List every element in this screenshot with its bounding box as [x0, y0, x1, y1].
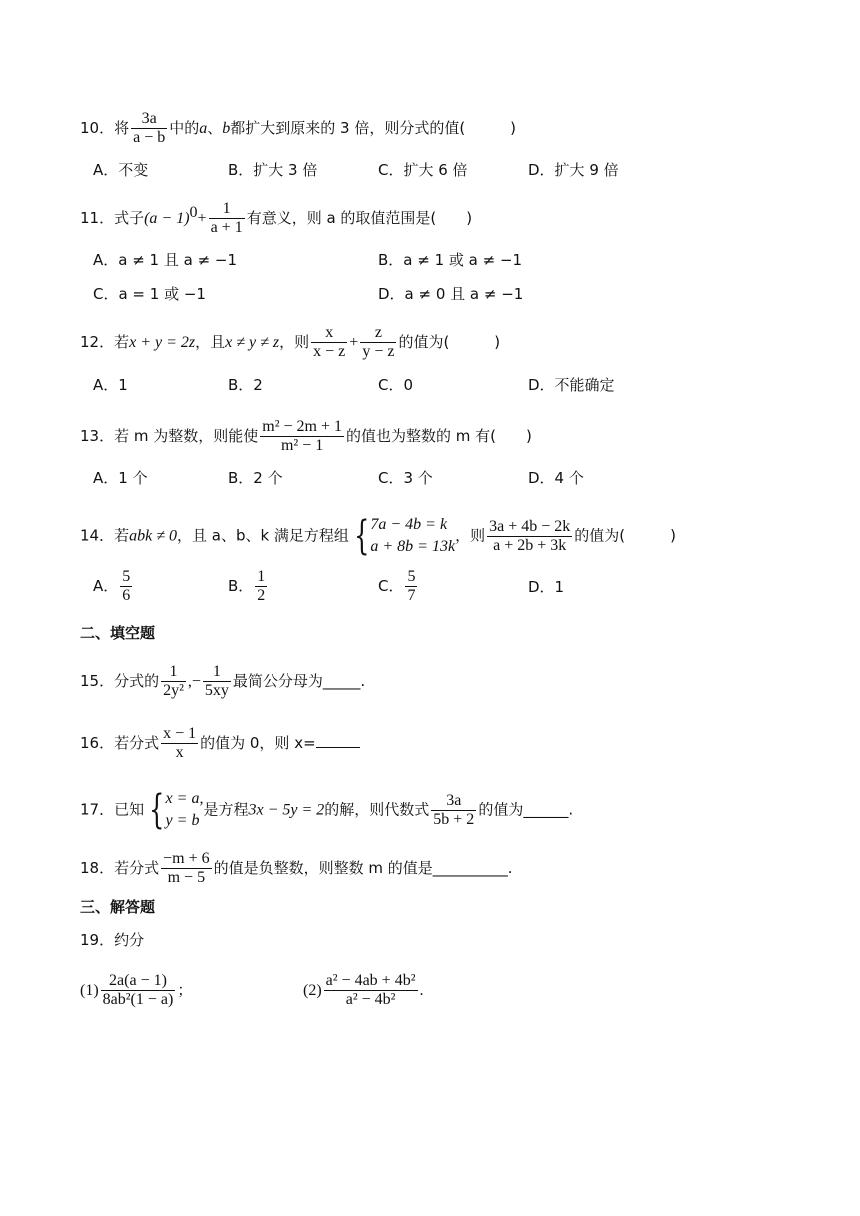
q19-p2-fraction — [324, 972, 418, 1009]
q12-fraction-2 — [360, 324, 396, 361]
q14-number: 14．若 — [80, 526, 130, 545]
q13-option-d: D．4 个 — [528, 469, 584, 487]
q13-fraction — [260, 418, 344, 455]
q10-var-a: a — [199, 120, 208, 137]
q10-option-d: D．扩大 9 倍 — [528, 161, 619, 179]
q14-rest: 的值为( ) — [574, 526, 676, 545]
q10-fraction — [131, 110, 167, 147]
q14-option-b-den: 2 — [257, 587, 266, 604]
q19-part-2 — [303, 972, 424, 1009]
q17-frac-num: 3a — [431, 792, 476, 811]
q17-rest: 的值为______. — [478, 800, 574, 819]
q15-fraction-2 — [203, 663, 231, 700]
question-18 — [80, 850, 513, 887]
q14-mid: ，且 a、b、k 满足方程组 — [176, 526, 349, 545]
q11-option-a: A．a ≠ 1 且 a ≠ −1 — [93, 251, 238, 269]
q14-option-a-num: 5 — [122, 568, 131, 585]
question-12 — [80, 324, 500, 361]
q11-number: 11．式子 — [80, 209, 145, 227]
question-16 — [80, 725, 360, 762]
q12-f2-num: z — [360, 324, 396, 343]
question-19: 19．约分 — [80, 931, 145, 949]
q14-option-b-label: B． — [228, 577, 254, 595]
q19-p2-num: a² − 4ab + 4b² — [325, 972, 416, 989]
q17-eq1: x = a, — [165, 790, 204, 807]
q14-fraction — [487, 518, 572, 555]
q10-option-a: A．不变 — [93, 161, 149, 179]
q15-f2-num: 1 — [203, 663, 231, 682]
q16-fraction — [161, 725, 198, 762]
question-10 — [80, 110, 516, 147]
q15-rest: 最简公分母为_____. — [232, 672, 366, 690]
q14-option-b — [228, 568, 269, 605]
q16-frac-den: x — [175, 744, 184, 761]
brace-icon: { — [149, 787, 165, 833]
q13-number: 13．若 m 为整数，则能使 — [80, 427, 259, 445]
q18-fraction — [161, 850, 212, 887]
q13-option-c: C．3 个 — [378, 469, 433, 487]
q11-plus: + — [197, 210, 207, 227]
q16-answer-blank[interactable] — [316, 733, 360, 748]
q19-p1-label: (1) — [80, 982, 99, 999]
q17-equation: 3x − 5y = 2 — [248, 801, 325, 819]
q19-part-1 — [80, 972, 192, 1009]
q19-p1-end: ； — [177, 981, 193, 999]
q15-minus: − — [191, 673, 201, 690]
q11-option-b: B．a ≠ 1 或 a ≠ −1 — [378, 251, 523, 269]
q12-fraction-1 — [311, 324, 347, 361]
section-fill-in-title: 二、填空题 — [80, 624, 156, 642]
q14-option-c-fraction — [405, 568, 417, 605]
q11-frac-den: a + 1 — [210, 219, 243, 236]
question-14 — [80, 514, 676, 558]
q14-option-a-den: 6 — [122, 587, 131, 604]
q10-option-b: B．扩大 3 倍 — [228, 161, 318, 179]
q14-option-c-num: 5 — [407, 568, 416, 585]
q15-comma: , — [187, 673, 192, 690]
q12-option-a: A．1 — [93, 376, 128, 394]
q15-f1-num: 1 — [161, 663, 186, 682]
q14-option-a-fraction — [120, 568, 132, 605]
q11-option-c: C．a = 1 或 −1 — [93, 285, 206, 303]
q17-frac-den: 5b + 2 — [433, 810, 475, 828]
section-answer-title: 三、解答题 — [80, 898, 156, 916]
q14-option-c — [378, 568, 419, 605]
q15-number: 15．分式的 — [80, 672, 160, 690]
q17-mid: 是方程 — [203, 800, 249, 819]
q12-f1-den: x − z — [313, 343, 346, 360]
q18-number: 18．若分式 — [80, 859, 160, 877]
q17-system — [166, 788, 204, 832]
q14-option-c-den: 7 — [407, 587, 416, 604]
q15-fraction-1 — [161, 663, 186, 700]
question-13 — [80, 418, 532, 455]
q18-frac-num: −m + 6 — [163, 850, 210, 867]
q16-rest: 的值为 0，则 x= — [200, 734, 316, 752]
q12-then: ，则 — [279, 333, 310, 351]
q12-plus: + — [349, 334, 359, 351]
q11-exp: 0 — [189, 204, 198, 221]
q14-option-a-label: A． — [93, 577, 119, 595]
q11-frac-num: 1 — [209, 200, 245, 219]
question-15 — [80, 663, 365, 700]
q12-f1-num: x — [311, 324, 347, 343]
q17-eq2: y = b — [165, 812, 200, 829]
q10-option-c: C．扩大 6 倍 — [378, 161, 468, 179]
q17-mid2: 的解，则代数式 — [324, 800, 430, 819]
q10-mid: 中的 — [169, 119, 200, 137]
q12-inequality: x ≠ y ≠ z — [225, 334, 280, 351]
q12-option-d: D．不能确定 — [528, 376, 615, 394]
q14-system — [370, 514, 455, 558]
q14-option-c-label: C． — [378, 577, 404, 595]
brace-icon: { — [354, 513, 370, 559]
q12-equation: x + y = 2z — [129, 334, 196, 351]
q18-frac-den: m − 5 — [167, 869, 206, 886]
q12-option-b: B．2 — [228, 376, 263, 394]
q14-then: ，则 — [455, 526, 486, 545]
q17-fraction — [431, 792, 476, 829]
q12-rest: 的值为( ) — [398, 333, 501, 351]
q10-sep: 、 — [207, 119, 223, 137]
q10-frac-num: 3a — [131, 110, 167, 129]
q15-f1-den: 2y² — [163, 682, 184, 699]
question-11 — [80, 200, 472, 237]
q19-p1-den: 8ab²(1 − a) — [102, 991, 174, 1008]
q19-p1-fraction — [101, 972, 176, 1009]
q11-rest: 有意义，则 a 的取值范围是( ) — [246, 209, 473, 227]
q14-frac-num: 3a + 4b − 2k — [489, 517, 571, 535]
q16-frac-num: x − 1 — [163, 725, 197, 742]
q13-rest: 的值也为整数的 m 有( ) — [345, 427, 532, 445]
q12-option-c: C．0 — [378, 376, 414, 394]
q12-f2-den: y − z — [362, 343, 395, 360]
q13-option-a: A．1 个 — [93, 469, 148, 487]
q13-frac-den: m² − 1 — [280, 437, 324, 454]
q14-eq2: a + 8b = 13k — [370, 538, 456, 555]
q13-option-b: B．2 个 — [228, 469, 283, 487]
q16-number: 16．若分式 — [80, 734, 160, 752]
q19-p1-num: 2a(a − 1) — [101, 972, 176, 991]
q14-option-a — [93, 568, 134, 605]
q18-rest: 的值是负整数，则整数 m 的值是__________. — [213, 859, 513, 877]
q12-mid: ，且 — [195, 333, 226, 351]
q12-number: 12．若 — [80, 333, 130, 351]
q10-var-b: b — [222, 120, 231, 137]
q14-option-d: D．1 — [528, 578, 565, 596]
q14-condition: abk ≠ 0 — [129, 527, 177, 545]
q14-eq1: 7a − 4b = k — [370, 516, 448, 533]
q15-f2-den: 5xy — [204, 682, 229, 699]
q14-option-b-num: 1 — [257, 568, 266, 585]
q19-p2-label: (2) — [303, 982, 322, 999]
q11-option-d: D．a ≠ 0 且 a ≠ −1 — [378, 285, 524, 303]
q11-fraction — [209, 200, 245, 237]
q10-number: 10．将 — [80, 119, 130, 137]
q10-rest: 都扩大到原来的 3 倍，则分式的值( ) — [230, 119, 517, 137]
q10-frac-den: a − b — [133, 129, 166, 146]
question-17 — [80, 788, 573, 832]
q14-frac-den: a + 2b + 3k — [493, 536, 567, 554]
q14-option-b-fraction — [255, 568, 267, 605]
q17-number: 17．已知 — [80, 800, 145, 819]
q19-p2-den: a² − 4b² — [345, 991, 396, 1008]
q19-p2-end: . — [419, 982, 424, 999]
q13-frac-num: m² − 2m + 1 — [262, 418, 342, 435]
q11-expr: (a − 1) — [144, 210, 190, 227]
